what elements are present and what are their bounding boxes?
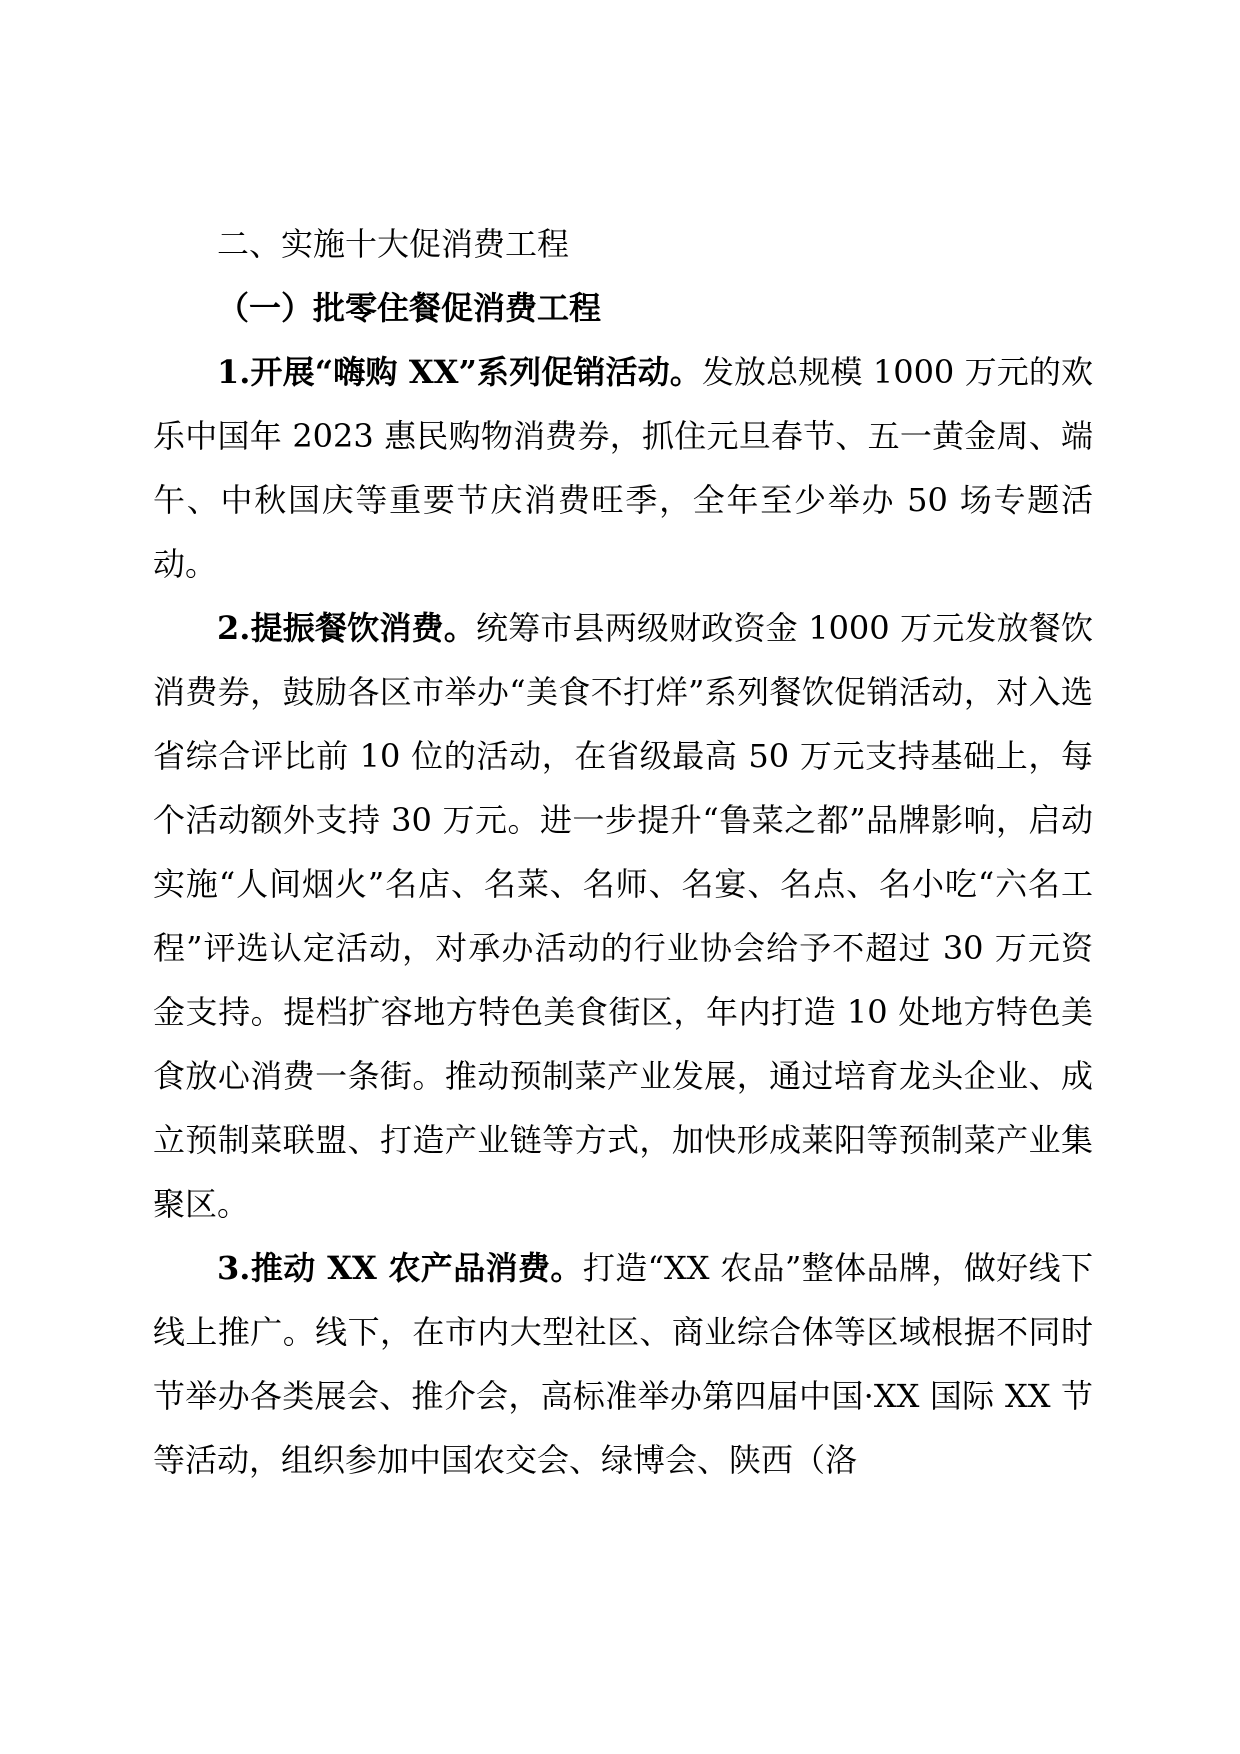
paragraph-1-body: 发放总规模 1000 万元的欢乐中国年 2023 惠民购物消费券，抓住元旦春节、五一黄金周、端午、中秋国庆等重要节庆消费旺季，全年至少举办 50 场专题活动。 — [153, 353, 1093, 583]
paragraph-2 — [153, 596, 1093, 1236]
subsection-heading: （一）批零住餐促消费工程 — [217, 289, 602, 327]
section-heading: 二、实施十大促消费工程 — [217, 225, 570, 263]
paragraph-3-lead: 3.推动 XX 农产品消费。 — [217, 1249, 583, 1287]
paragraph-2-lead: 2.提振餐饮消费。 — [217, 609, 476, 647]
paragraph-1-lead: 1.开展“嗨购 XX”系列促销活动。 — [217, 353, 702, 391]
document-body — [153, 212, 1093, 1492]
paragraph-3 — [153, 1236, 1093, 1492]
paragraph-2-body: 统筹市县两级财政资金 1000 万元发放餐饮消费券，鼓励各区市举办“美食不打烊”系列餐饮促销活动，对入选省综合评比前 10 位的活动，在省级最高 50 万元支持基础上，每个活动额外支持 30 万元。进一步提升“鲁菜之都”品牌影响，启动实施“人间烟火”名店、名菜、名师、名宴、名点、名小吃“六名工程”评选认定活动，对承办活动的行业协会给予不超过 30 万元资金支持。提档扩容地方特色美食街区，年内打造 10 处地方特色美食放心消费一条街。推动预制菜产业发展，通过培育龙头企业、成立预制菜联盟、打造产业链等方式，加快形成莱阳等预制菜产业集聚区。 — [153, 609, 1093, 1223]
paragraph-3-body: 打造“XX 农品”整体品牌，做好线下线上推广。线下，在市内大型社区、商业综合体等区域根据不同时节举办各类展会、推介会，高标准举办第四届中国·XX 国际 XX 节等活动，组织参加中国农交会、绿博会、陕西（洛 — [153, 1249, 1093, 1479]
paragraph-1 — [153, 340, 1093, 596]
